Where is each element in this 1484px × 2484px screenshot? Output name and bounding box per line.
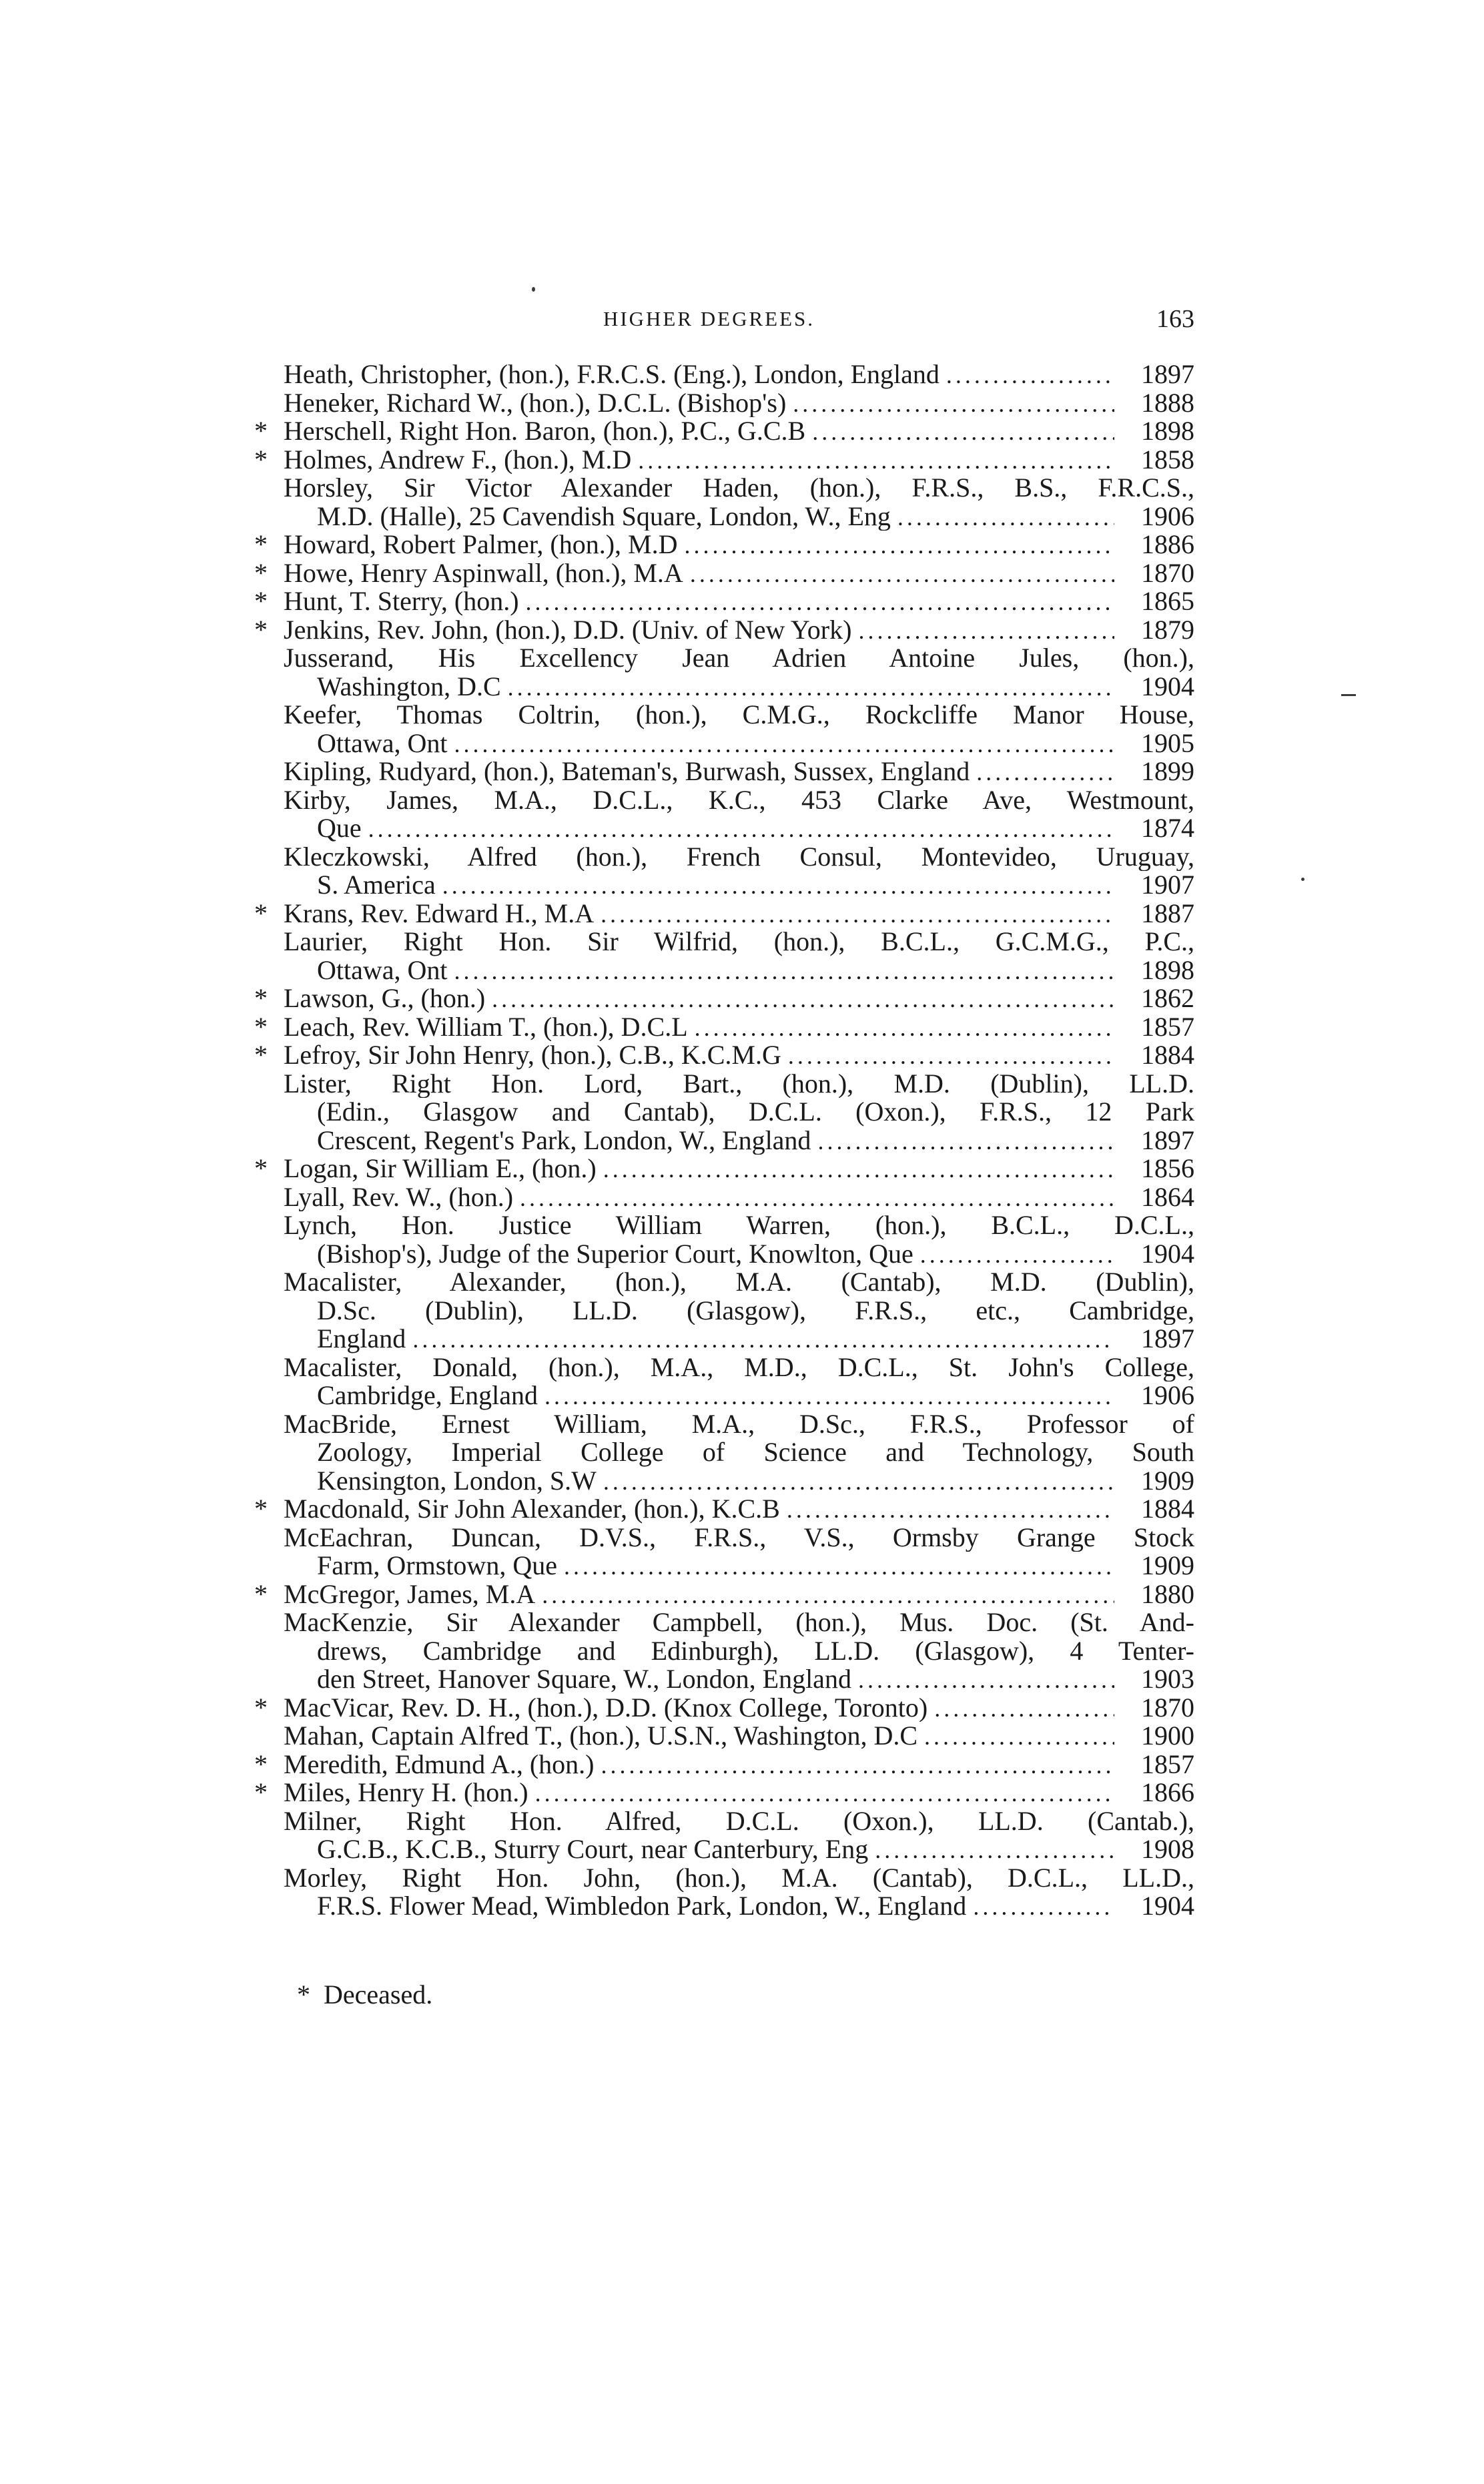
dot-leader — [685, 531, 1114, 559]
degree-list — [224, 360, 1194, 1921]
entry-final-line — [224, 531, 1194, 559]
deceased-marker: * — [254, 899, 268, 928]
entry-final-line — [224, 1694, 1194, 1723]
degree-entry — [224, 1580, 1194, 1609]
entry-final-line — [224, 984, 1194, 1013]
entry-year: 1879 — [1141, 615, 1194, 644]
entry-year: 1884 — [1141, 1041, 1194, 1070]
dot-leader — [412, 1325, 1114, 1353]
degree-entry — [224, 1495, 1194, 1524]
deceased-marker: * — [254, 587, 268, 616]
entry-year: 1897 — [1141, 1126, 1194, 1155]
entry-line — [224, 1268, 1194, 1297]
entry-final-line — [224, 1892, 1194, 1921]
dot-leader — [601, 900, 1114, 928]
entry-year: 1909 — [1141, 1552, 1194, 1580]
dot-leader — [442, 872, 1114, 900]
entry-text: Heneker, Richard W., (hon.), D.C.L. (Bishop's) — [284, 388, 787, 417]
degree-entry — [224, 786, 1194, 843]
entry-line — [224, 1297, 1194, 1325]
entry-year: 1908 — [1141, 1835, 1194, 1864]
degree-entry — [224, 757, 1194, 786]
entry-text: M.D. (Halle), 25 Cavendish Square, London, W., Eng — [317, 502, 891, 531]
top-speck-mark — [532, 287, 535, 292]
dot-leader — [934, 1694, 1114, 1723]
deceased-marker: * — [254, 1155, 268, 1183]
dot-leader — [976, 758, 1114, 786]
entry-final-line — [224, 1127, 1194, 1155]
entry-final-line — [224, 1240, 1194, 1269]
degree-entry — [224, 1722, 1194, 1751]
entry-year: 1905 — [1141, 729, 1194, 757]
entry-text: Jenkins, Rev. John, (hon.), D.D. (Univ. of New York) — [284, 615, 852, 644]
degree-entry — [224, 1155, 1194, 1183]
deceased-marker: * — [254, 559, 268, 587]
degree-entry — [224, 1807, 1194, 1864]
entry-year: 1866 — [1141, 1779, 1194, 1807]
dot-leader — [544, 1382, 1114, 1410]
entry-text: McGregor, James, M.A — [284, 1580, 536, 1608]
degree-entry — [224, 1410, 1194, 1496]
dot-leader — [788, 1042, 1114, 1070]
entry-line — [224, 1524, 1194, 1552]
entry-text: Cambridge, England — [317, 1381, 538, 1410]
entry-year: 1864 — [1141, 1183, 1194, 1211]
entry-text: Howe, Henry Aspinwall, (hon.), M.A — [284, 559, 683, 587]
deceased-marker: * — [254, 1012, 268, 1041]
dot-leader — [858, 1666, 1114, 1694]
dot-leader — [787, 1496, 1114, 1524]
degree-entry — [224, 1608, 1194, 1694]
entry-year: 1904 — [1141, 672, 1194, 701]
entry-line — [224, 1438, 1194, 1467]
entry-text: G.C.B., K.C.B., Sturry Court, near Canterbury, Eng — [317, 1835, 869, 1864]
entry-text: Logan, Sir William E., (hon.) — [284, 1155, 597, 1183]
degree-entry — [224, 1183, 1194, 1212]
degree-entry — [224, 1751, 1194, 1779]
deceased-marker: * — [254, 615, 268, 644]
entry-text: England — [317, 1325, 406, 1353]
entry-line — [224, 786, 1194, 815]
entry-text: Laurier, Right Hon. Sir Wilfrid, (hon.), B.C.L., G.C.M.G., P.C., — [284, 928, 1194, 956]
entry-text: Que — [317, 814, 362, 843]
entry-text: Meredith, Edmund A., (hon.) — [284, 1750, 595, 1779]
entry-year: 1898 — [1141, 417, 1194, 446]
entry-text: Keefer, Thomas Coltrin, (hon.), C.M.G., Rockcliffe Manor House, — [284, 701, 1194, 729]
entry-line — [224, 474, 1194, 503]
entry-year: 1906 — [1141, 1381, 1194, 1410]
entry-text: Howard, Robert Palmer, (hon.), M.D — [284, 531, 678, 559]
entry-line — [224, 1637, 1194, 1666]
entry-text: drews, Cambridge and Edinburgh), LL.D. (Glasgow), 4 Tenter- — [317, 1636, 1194, 1665]
entry-final-line — [224, 1381, 1194, 1410]
margin-dash-mark — [1341, 694, 1356, 696]
entry-year: 1887 — [1141, 899, 1194, 928]
dot-leader — [875, 1836, 1114, 1864]
degree-entry — [224, 1779, 1194, 1807]
entry-final-line — [224, 1495, 1194, 1524]
entry-year: 1904 — [1141, 1892, 1194, 1921]
entry-line — [224, 1807, 1194, 1836]
entry-text: S. America — [317, 871, 436, 900]
entry-final-line — [224, 673, 1194, 701]
degree-entry — [224, 843, 1194, 900]
dot-leader — [924, 1723, 1114, 1751]
degree-entry — [224, 701, 1194, 757]
footnote — [297, 1979, 432, 2011]
entry-text: Ottawa, Ont — [317, 956, 448, 984]
entry-year: 1900 — [1141, 1722, 1194, 1751]
entry-line — [224, 1070, 1194, 1099]
dot-leader — [793, 390, 1114, 418]
entry-final-line — [224, 616, 1194, 645]
entry-final-line — [224, 1665, 1194, 1694]
dot-leader — [897, 503, 1114, 531]
entry-text: Kipling, Rudyard, (hon.), Bateman's, Burwash, Sussex, England — [284, 757, 970, 786]
dot-leader — [603, 1155, 1114, 1183]
page-number: 163 — [1156, 305, 1194, 333]
deceased-marker: * — [254, 531, 268, 559]
dot-leader — [638, 446, 1114, 475]
page-header — [224, 299, 1194, 339]
entry-text: Macalister, Alexander, (hon.), M.A. (Cantab), M.D. (Dublin), — [284, 1268, 1194, 1297]
entry-year: 1903 — [1141, 1665, 1194, 1694]
dot-leader — [492, 985, 1114, 1013]
degree-entry — [224, 928, 1194, 984]
entry-line — [224, 1211, 1194, 1240]
entry-year: 1904 — [1141, 1239, 1194, 1268]
dot-leader — [520, 1184, 1114, 1212]
entry-final-line — [224, 360, 1194, 389]
entry-text: MacBride, Ernest William, M.A., D.Sc., F.R.S., Professor of — [284, 1410, 1194, 1438]
dot-leader — [454, 957, 1114, 985]
dot-leader — [812, 418, 1114, 446]
entry-final-line — [224, 1779, 1194, 1807]
entry-text: (Edin., Glasgow and Cantab), D.C.L. (Oxon.), F.R.S., 12 Park — [317, 1098, 1194, 1127]
entry-final-line — [224, 1155, 1194, 1183]
degree-entry — [224, 1211, 1194, 1268]
entry-text: Kleczkowski, Alfred (hon.), French Consul, Montevideo, Uruguay, — [284, 842, 1194, 871]
entry-line — [224, 1353, 1194, 1382]
dot-leader — [920, 1241, 1114, 1269]
degree-entry — [224, 1268, 1194, 1353]
margin-speck-mark — [1301, 878, 1305, 881]
deceased-marker: * — [254, 1750, 268, 1779]
entry-text: MacVicar, Rev. D. H., (hon.), D.D. (Knox College, Toronto) — [284, 1693, 928, 1722]
dot-leader — [454, 730, 1114, 758]
deceased-marker: * — [254, 1779, 268, 1807]
entry-year: 1886 — [1141, 531, 1194, 559]
deceased-marker: * — [254, 1495, 268, 1524]
entry-final-line — [224, 1580, 1194, 1609]
entry-text: Kensington, London, S.W — [317, 1466, 597, 1495]
dot-leader — [508, 673, 1114, 701]
degree-entry — [224, 1524, 1194, 1580]
entry-year: 1856 — [1141, 1155, 1194, 1183]
entry-line — [224, 1864, 1194, 1893]
entry-text: Horsley, Sir Victor Alexander Haden, (hon.), F.R.S., B.S., F.R.C.S., — [284, 474, 1194, 503]
entry-text: Zoology, Imperial College of Science and Technology, South — [317, 1438, 1194, 1467]
dot-leader — [526, 588, 1114, 616]
entry-final-line — [224, 503, 1194, 531]
dot-leader — [973, 1893, 1114, 1921]
entry-year: 1907 — [1141, 871, 1194, 900]
entry-year: 1857 — [1141, 1012, 1194, 1041]
deceased-marker: * — [254, 417, 268, 446]
entry-final-line — [224, 446, 1194, 475]
entry-year: 1857 — [1141, 1750, 1194, 1779]
deceased-marker: * — [254, 1693, 268, 1722]
entry-year: 1897 — [1141, 1325, 1194, 1353]
entry-final-line — [224, 1552, 1194, 1580]
dot-leader — [690, 560, 1114, 588]
entry-line — [224, 1098, 1194, 1127]
entry-year: 1870 — [1141, 1693, 1194, 1722]
entry-text: Mahan, Captain Alfred T., (hon.), U.S.N., Washington, D.C — [284, 1722, 918, 1751]
entry-final-line — [224, 559, 1194, 588]
entry-text: Miles, Henry H. (hon.) — [284, 1779, 528, 1807]
entry-year: 1880 — [1141, 1580, 1194, 1608]
entry-line — [224, 1608, 1194, 1637]
degree-entry — [224, 616, 1194, 645]
entry-year: 1862 — [1141, 984, 1194, 1013]
entry-final-line — [224, 1183, 1194, 1212]
degree-entry — [224, 900, 1194, 928]
degree-entry — [224, 1864, 1194, 1921]
entry-final-line — [224, 1835, 1194, 1864]
entry-text: Morley, Right Hon. John, (hon.), M.A. (Cantab), D.C.L., LL.D., — [284, 1863, 1194, 1892]
degree-entry — [224, 446, 1194, 475]
entry-text: Kirby, James, M.A., D.C.L., K.C., 453 Clarke Ave, Westmount, — [284, 786, 1194, 814]
footnote-text: Deceased. — [324, 1979, 433, 2009]
entry-year: 1865 — [1141, 587, 1194, 616]
degree-entry — [224, 1694, 1194, 1723]
degree-entry — [224, 474, 1194, 531]
degree-entry — [224, 587, 1194, 616]
dot-leader — [695, 1014, 1114, 1042]
entry-year: 1888 — [1141, 388, 1194, 417]
entry-year: 1884 — [1141, 1495, 1194, 1524]
entry-year: 1858 — [1141, 445, 1194, 474]
dot-leader — [858, 617, 1114, 645]
entry-text: Milner, Right Hon. Alfred, D.C.L. (Oxon.), LL.D. (Cantab.), — [284, 1807, 1194, 1835]
entry-line — [224, 928, 1194, 956]
degree-entry — [224, 1041, 1194, 1070]
dot-leader — [601, 1751, 1115, 1779]
deceased-marker: * — [254, 1041, 268, 1070]
entry-final-line — [224, 1751, 1194, 1779]
entry-final-line — [224, 757, 1194, 786]
entry-text: Farm, Ormstown, Que — [317, 1552, 557, 1580]
dot-leader — [368, 815, 1114, 843]
footnote-marker: * — [297, 1979, 310, 2009]
entry-text: den Street, Hanover Square, W., London, England — [317, 1665, 851, 1694]
entry-text: Lynch, Hon. Justice William Warren, (hon.), B.C.L., D.C.L., — [284, 1211, 1194, 1240]
entry-text: Krans, Rev. Edward H., M.A — [284, 899, 595, 928]
entry-final-line — [224, 1325, 1194, 1353]
entry-text: Crescent, Regent's Park, London, W., England — [317, 1126, 811, 1155]
entry-text: Jusserand, His Excellency Jean Adrien Antoine Jules, (hon.), — [284, 644, 1194, 673]
entry-final-line — [224, 587, 1194, 616]
running-head: HIGHER DEGREES. — [603, 307, 815, 330]
entry-year: 1870 — [1141, 559, 1194, 587]
degree-entry — [224, 559, 1194, 588]
dot-leader — [535, 1779, 1114, 1807]
degree-entry — [224, 389, 1194, 418]
entry-text: Lister, Right Hon. Lord, Bart., (hon.), M.D. (Dublin), LL.D. — [284, 1069, 1194, 1098]
dot-leader — [542, 1581, 1114, 1609]
degree-entry — [224, 1070, 1194, 1155]
entry-text: Macdonald, Sir John Alexander, (hon.), K.C.B — [284, 1495, 780, 1524]
entry-line — [224, 701, 1194, 729]
entry-final-line — [224, 1041, 1194, 1070]
deceased-marker: * — [254, 1580, 268, 1608]
entry-final-line — [224, 417, 1194, 446]
entry-text: Lawson, G., (hon.) — [284, 984, 486, 1013]
entry-text: Ottawa, Ont — [317, 729, 448, 757]
degree-entry — [224, 360, 1194, 389]
dot-leader — [564, 1552, 1114, 1580]
deceased-marker: * — [254, 984, 268, 1013]
entry-final-line — [224, 1722, 1194, 1751]
degree-entry — [224, 1013, 1194, 1042]
dot-leader — [817, 1127, 1114, 1155]
entry-text: Leach, Rev. William T., (hon.), D.C.L — [284, 1012, 688, 1041]
degree-entry — [224, 984, 1194, 1013]
entry-final-line — [224, 814, 1194, 843]
dot-leader — [603, 1468, 1114, 1496]
entry-text: MacKenzie, Sir Alexander Campbell, (hon.), Mus. Doc. (St. And- — [284, 1608, 1194, 1637]
entry-text: Macalister, Donald, (hon.), M.A., M.D., D.C.L., St. John's College, — [284, 1353, 1194, 1381]
degree-entry — [224, 1353, 1194, 1410]
entry-year: 1897 — [1141, 360, 1194, 389]
entry-text: F.R.S. Flower Mead, Wimbledon Park, London, W., England — [317, 1892, 967, 1921]
degree-entry — [224, 417, 1194, 446]
entry-text: Washington, D.C — [317, 672, 501, 701]
entry-text: (Bishop's), Judge of the Superior Court, Knowlton, Que — [317, 1239, 913, 1268]
entry-line — [224, 1410, 1194, 1439]
deceased-marker: * — [254, 445, 268, 474]
entry-year: 1898 — [1141, 956, 1194, 984]
entry-text: Lefroy, Sir John Henry, (hon.), C.B., K.C.M.G — [284, 1041, 781, 1070]
entry-text: Heath, Christopher, (hon.), F.R.C.S. (Eng.), London, England — [284, 360, 940, 389]
entry-line — [224, 843, 1194, 872]
degree-entry — [224, 531, 1194, 559]
entry-text: Lyall, Rev. W., (hon.) — [284, 1183, 514, 1211]
degree-entry — [224, 644, 1194, 701]
entry-text: Herschell, Right Hon. Baron, (hon.), P.C., G.C.B — [284, 417, 806, 446]
entry-final-line — [224, 900, 1194, 928]
entry-final-line — [224, 956, 1194, 985]
entry-final-line — [224, 871, 1194, 900]
entry-text: Hunt, T. Sterry, (hon.) — [284, 587, 519, 616]
entry-text: D.Sc. (Dublin), LL.D. (Glasgow), F.R.S., etc., Cambridge, — [317, 1296, 1194, 1325]
entry-final-line — [224, 729, 1194, 758]
entry-final-line — [224, 1467, 1194, 1496]
entry-year: 1906 — [1141, 502, 1194, 531]
entry-final-line — [224, 389, 1194, 418]
entry-text: McEachran, Duncan, D.V.S., F.R.S., V.S., Ormsby Grange Stock — [284, 1523, 1194, 1552]
entry-text: Holmes, Andrew F., (hon.), M.D — [284, 445, 632, 474]
entry-year: 1899 — [1141, 757, 1194, 786]
entry-line — [224, 644, 1194, 673]
entry-final-line — [224, 1013, 1194, 1042]
dot-leader — [946, 361, 1114, 389]
entry-year: 1874 — [1141, 814, 1194, 843]
entry-year: 1909 — [1141, 1466, 1194, 1495]
